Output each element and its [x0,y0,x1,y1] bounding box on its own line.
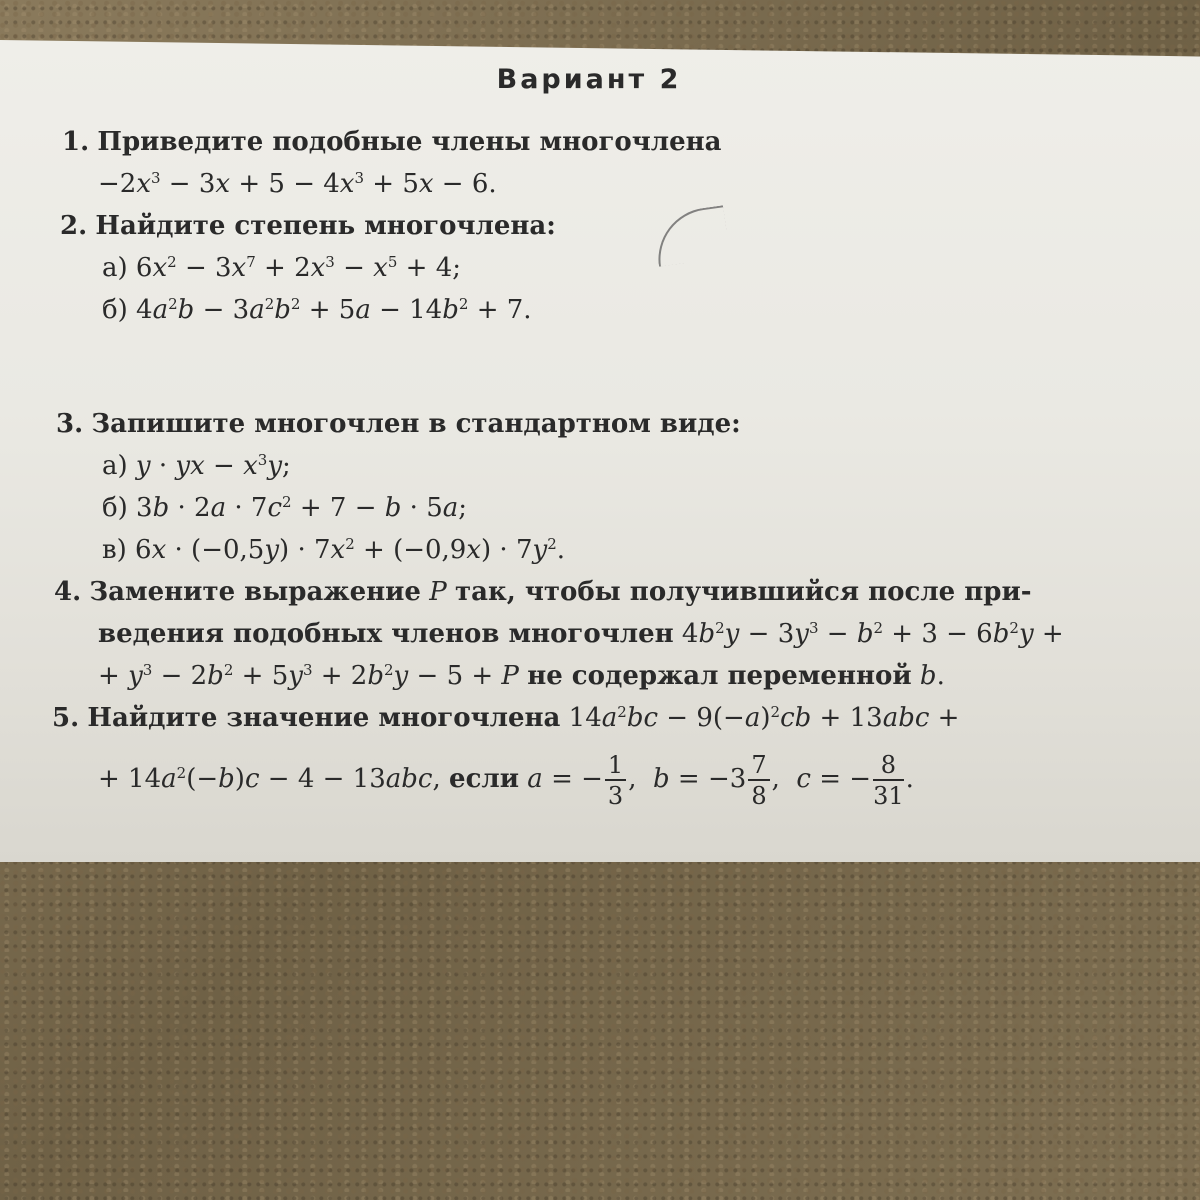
task-4-text-3: не содержал переменной [527,661,912,691]
task-3c: в) $6x \cdot (-0,5y) \cdot 7x^2 + (-0,9x) \cdot 7y^2$. [102,535,566,565]
task-4-text-1b: так, чтобы получившийся после при- [455,577,1032,607]
task-5-text: Найдите значение многочлена [87,703,561,733]
task-2-text: Найдите степень многочлена: [95,211,556,241]
task-2a-label: а) [102,253,128,283]
task-1-heading [62,126,722,158]
task-5-line-1: 5. Найдите значение многочлена $14a^2bc - 9(-a)^2cb + 13abc$ + [52,703,960,733]
task-5-condition: если [449,764,520,794]
fraction-b-numerator: 7 [748,753,769,781]
fraction-a-numerator: 1 [605,753,626,781]
task-3-text: Запишите многочлен в стандартном виде: [91,409,741,439]
fraction-a [605,750,626,810]
task-1-number: 1. [62,127,90,157]
task-2b-label: б) [102,295,128,325]
task-3-heading [56,408,741,440]
task-5-line-2: + $14a^2(-b)c - 4 - 13abc$, если a = − $\frac{1}{3}$ , b = −3 $\frac{7}{8}$ , c = − $\frac{8}{31}$ . [98,750,914,810]
fraction-b-denominator: 8 [751,781,767,810]
task-5-number: 5. [52,703,80,733]
variant-title: Вариант 2 [496,64,682,95]
task-3b: б) $3b \cdot 2a \cdot 7c^2 + 7 - b \cdot 5a$; [102,493,468,523]
task-3a: а) y · yx − $x^3y$; [102,451,291,481]
task-3b-label: б) [102,493,128,523]
task-3c-label: в) [102,535,127,565]
fraction-c [873,750,904,810]
task-4-text-1: Замените выражение [89,577,421,607]
fraction-a-denominator: 3 [607,781,624,810]
task-4-text-2: ведения подобных членов многочлен [98,619,674,649]
task-2b: б) $4a^2b - 3a^2b^2 + 5a - 14b^2 + 7$. [102,295,532,325]
task-2-number: 2. [60,211,88,241]
task-3a-label: а) [102,451,128,481]
task-4-line-3: + $y^3 - 2b^2 + 5y^3 + 2b^2y - 5 + P$ не содержал переменной b. [98,661,945,691]
task-4-line-2: ведения подобных членов многочлен $4b^2y - 3y^3 - b^2 + 3 - 6b^2y$ + [98,619,1064,649]
b-whole-part: 3 [729,764,747,794]
task-2a: а) $6x^2 - 3x^7 + 2x^3 - x^5 + 4$; [102,253,462,283]
fraction-c-denominator: 31 [873,781,904,810]
task-4-line-1: 4. Замените выражение P так, чтобы получившийся после при- [54,577,1032,607]
task-2-heading [60,210,556,242]
task-1-expression: $-2x^3 - 3x + 5 - 4x^3 + 5x - 6$. [98,169,497,199]
fraction-c-numerator: 8 [873,753,904,781]
fraction-b [748,750,769,810]
task-3-number: 3. [56,409,84,439]
task-1-text: Приведите подобные члены многочлена [97,127,722,157]
task-4-number: 4. [54,577,82,607]
